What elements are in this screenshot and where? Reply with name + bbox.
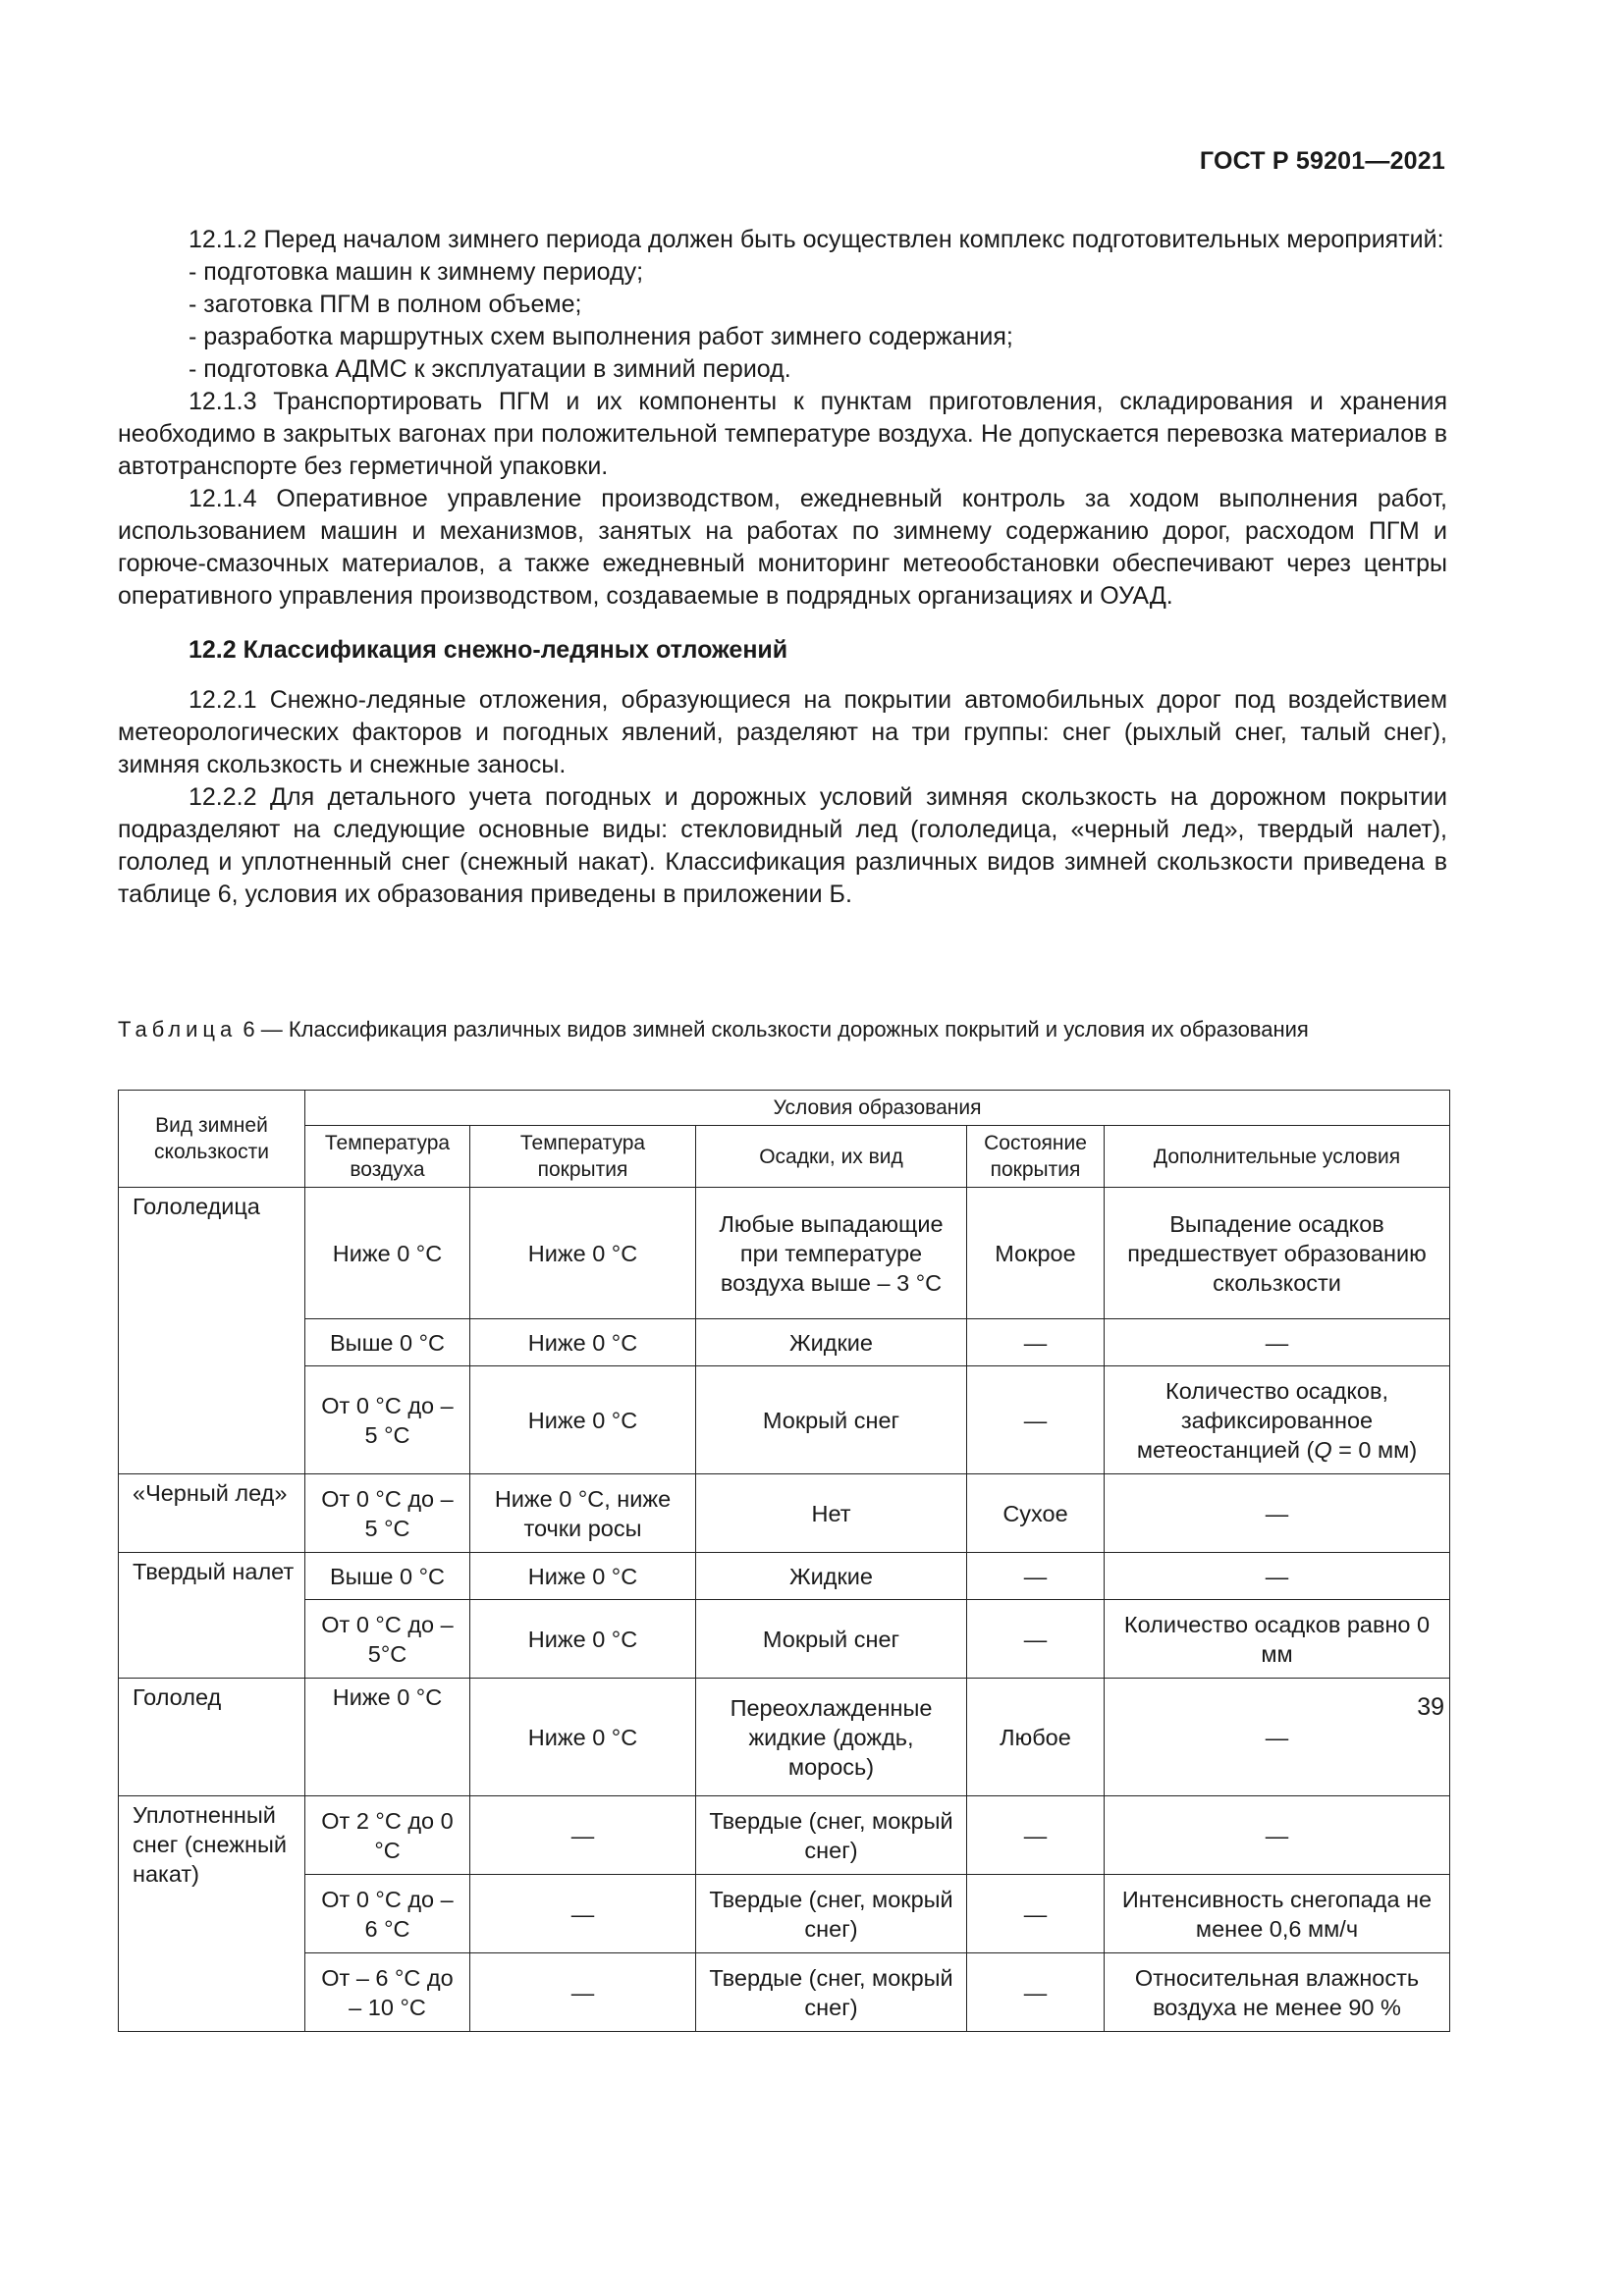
table-cell: Твердые (снег, мокрый снег) — [696, 1796, 967, 1875]
document-code: ГОСТ Р 59201—2021 — [1199, 147, 1445, 175]
table-cell: Ниже 0 °С — [470, 1553, 696, 1600]
cell-text: = 0 мм) — [1331, 1436, 1418, 1463]
table-caption-label: Таблица — [118, 1017, 238, 1041]
table-cell: Ниже 0 °С — [305, 1679, 470, 1796]
table-cell: — — [1105, 1679, 1450, 1796]
table-cell: Мокрый снег — [696, 1600, 967, 1679]
table-row — [119, 1553, 1450, 1600]
header-conditions: Условия образования — [305, 1091, 1450, 1126]
table-cell: От 0 °С до – 5°С — [305, 1600, 470, 1679]
table-row — [119, 1600, 1450, 1679]
table-cell: От – 6 °С до – 10 °С — [305, 1953, 470, 2032]
cell-text-q: Q — [1314, 1436, 1332, 1463]
paragraph-12-1-2: 12.1.2 Перед началом зимнего периода должен быть осуществлен комплекс подготовительных мероприятий: — [189, 226, 1444, 253]
table-cell: — — [967, 1953, 1105, 2032]
table-row — [119, 1796, 1450, 1875]
winter-slipperiness-table — [118, 1090, 1450, 2032]
table-cell: Относительная влажность воздуха не менее 90 % — [1105, 1953, 1450, 2032]
header-surface-state: Состояние покрытия — [967, 1126, 1105, 1188]
table-cell: — — [967, 1875, 1105, 1953]
table-cell: — — [967, 1319, 1105, 1366]
table-row — [119, 1679, 1450, 1796]
table-cell: Ниже 0 °С — [470, 1319, 696, 1366]
table-cell: Количество осадков равно 0 мм — [1105, 1600, 1450, 1679]
table-cell: — — [1105, 1319, 1450, 1366]
type-cell: Уплотненный снег (снежный накат) — [119, 1796, 305, 2032]
header-row — [119, 1126, 1450, 1188]
table-cell: — — [1105, 1796, 1450, 1875]
table-cell: Твердые (снег, мокрый снег) — [696, 1953, 967, 2032]
body-text — [118, 224, 1447, 911]
type-cell: Гололед — [119, 1679, 305, 1796]
header-extra: Дополнительные условия — [1105, 1126, 1450, 1188]
table-cell: Любое — [967, 1679, 1105, 1796]
page-number: 39 — [1417, 1693, 1444, 1721]
header-type: Вид зимней скользкости — [119, 1091, 305, 1188]
table-cell: Твердые (снег, мокрый снег) — [696, 1875, 967, 1953]
table-row — [119, 1474, 1450, 1553]
table-cell: От 2 °С до 0 °С — [305, 1796, 470, 1875]
paragraph-12-2-1: 12.2.1 Снежно-ледяные отложения, образующиеся на покрытии автомобильных дорог под воздействием метеорологических факторов и погодных явлений, разделяют на три группы: снег (рыхлый снег, талый снег), зимняя скользкость и снежные заносы. — [118, 686, 1447, 778]
table-cell: Жидкие — [696, 1319, 967, 1366]
header-row — [119, 1091, 1450, 1126]
list-item: - подготовка машин к зимнему периоду; — [118, 256, 1447, 289]
type-cell: Твердый налет — [119, 1553, 305, 1679]
list-item: - разработка маршрутных схем выполнения работ зимнего содержания; — [118, 321, 1447, 353]
table-cell: Выше 0 °С — [305, 1319, 470, 1366]
table-caption-text: 6 — Классификация различных видов зимней скользкости дорожных покрытий и условия их образования — [237, 1017, 1309, 1041]
table-cell: — — [470, 1953, 696, 2032]
table-cell: — — [1105, 1474, 1450, 1553]
table-row — [119, 1188, 1450, 1319]
table-cell: Мокрое — [967, 1188, 1105, 1319]
table-cell: Ниже 0 °С — [470, 1600, 696, 1679]
type-cell: Гололедица — [119, 1188, 305, 1474]
table-cell: Жидкие — [696, 1553, 967, 1600]
table-row — [119, 1366, 1450, 1474]
paragraph-12-1-3: 12.1.3 Транспортировать ПГМ и их компоненты к пунктам приготовления, складирования и хранения необходимо в закрытых вагонах при положительной температуре воздуха. Не допускается перевозка материалов в автотранспорте без герметичной упаковки. — [118, 388, 1447, 480]
table-cell: От 0 °С до – 6 °С — [305, 1875, 470, 1953]
list-item: - подготовка АДМС к эксплуатации в зимний период. — [118, 353, 1447, 386]
table-cell — [1105, 1366, 1450, 1474]
table-cell: Сухое — [967, 1474, 1105, 1553]
table-cell: Интенсивность снегопада не менее 0,6 мм/ч — [1105, 1875, 1450, 1953]
paragraph-12-2-2: 12.2.2 Для детального учета погодных и дорожных условий зимняя скользкость на дорожном покрытии подразделяют на следующие основные виды: стекловидный лед (гололедица, «черный лед», твердый налет), гололед и уплотненный снег (снежный накат). Классификация различных видов зимней скользкости приведена в таблице 6, условия их образования приведены в приложении Б. — [118, 783, 1447, 908]
table-cell: — — [1105, 1553, 1450, 1600]
preparation-list — [118, 256, 1447, 386]
header-surface-temp: Температура покрытия — [470, 1126, 696, 1188]
table-cell: — — [967, 1600, 1105, 1679]
cell-text: Количество осадков, зафиксированное метеостанцией ( — [1136, 1377, 1388, 1463]
table-cell: — — [967, 1553, 1105, 1600]
section-heading-12-2: 12.2 Классификация снежно-ледяных отложений — [189, 636, 788, 664]
paragraph-12-1-4: 12.1.4 Оперативное управление производством, ежедневный контроль за ходом выполнения работ, использованием машин и механизмов, занятых на работах по зимнему содержанию дорог, расходом ПГМ и горюче-смазочных материалов, а также ежедневный мониторинг метеообстановки обеспечивают через центры оперативного управления производством, создаваемые в подрядных организациях и ОУАД. — [118, 485, 1447, 610]
table-cell: — — [470, 1875, 696, 1953]
table-cell: Ниже 0 °С — [470, 1188, 696, 1319]
table-row — [119, 1319, 1450, 1366]
table-row — [119, 1875, 1450, 1953]
list-item: - заготовка ПГМ в полном объеме; — [118, 289, 1447, 321]
table-cell: Мокрый снег — [696, 1366, 967, 1474]
table-cell: — — [967, 1796, 1105, 1875]
table-cell: Ниже 0 °С, ниже точки росы — [470, 1474, 696, 1553]
table-cell: — — [470, 1796, 696, 1875]
table-cell: Переохлажденные жидкие (дождь, морось) — [696, 1679, 967, 1796]
table-cell: От 0 °С до – 5 °С — [305, 1474, 470, 1553]
table-cell: Нет — [696, 1474, 967, 1553]
table-cell: Ниже 0 °С — [305, 1188, 470, 1319]
table-cell: От 0 °С до – 5 °С — [305, 1366, 470, 1474]
table-cell: — — [967, 1366, 1105, 1474]
type-cell: «Черный лед» — [119, 1474, 305, 1553]
table-caption — [118, 1016, 1447, 1043]
table-cell: Любые выпадающие при температуре воздуха выше – 3 °С — [696, 1188, 967, 1319]
table-cell: Выше 0 °С — [305, 1553, 470, 1600]
header-precip: Осадки, их вид — [696, 1126, 967, 1188]
table-row — [119, 1953, 1450, 2032]
table-cell: Выпадение осадков предшествует образованию скользкости — [1105, 1188, 1450, 1319]
header-air-temp: Температура воздуха — [305, 1126, 470, 1188]
table-cell: Ниже 0 °С — [470, 1366, 696, 1474]
table-cell: Ниже 0 °С — [470, 1679, 696, 1796]
